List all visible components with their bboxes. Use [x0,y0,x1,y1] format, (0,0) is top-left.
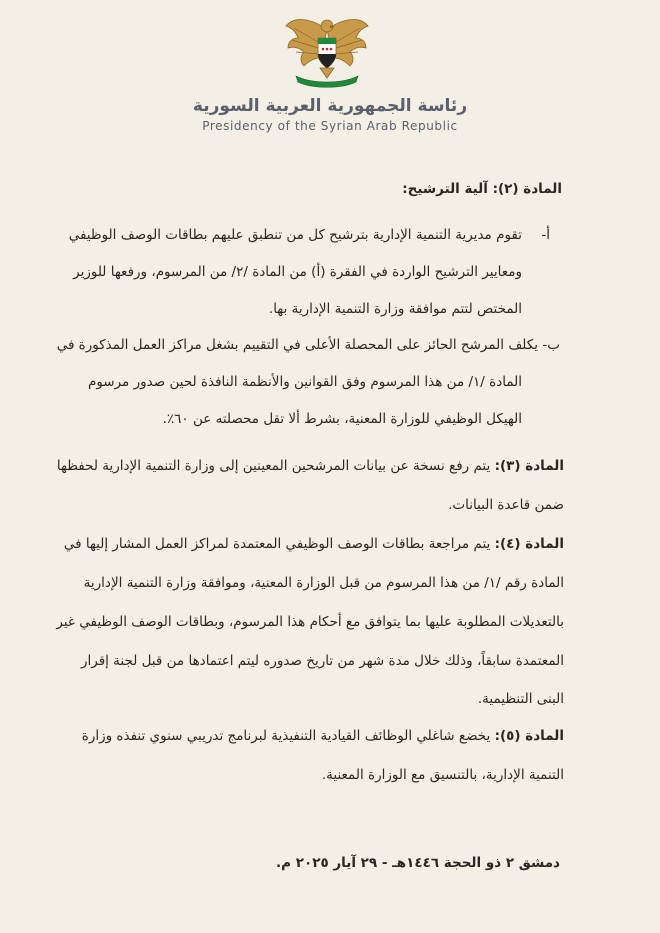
article-5-line-1 [82,727,564,745]
item-a-line-1: تقوم مديرية التنمية الإدارية بترشيح كل من تنطبق عليهم بطاقات الوصف الوظيفي [68,227,522,243]
header-title-en: Presidency of the Syrian Arab Republic [202,119,458,133]
article-5-text-1: يخضع شاغلي الوظائف القيادية التنفيذية لبرنامج تدريبي سنوي تنفذه وزارة [81,728,491,744]
article-5-label: المادة (٥): [494,728,564,744]
article-4-line-1 [64,535,564,553]
article-4-label: المادة (٤): [494,536,564,552]
article-3-line-1 [57,457,564,475]
item-a-line-3: المختص لتتم موافقة وزارة التنمية الإدارية بها. [268,301,522,317]
item-a-marker: أ- [541,227,550,243]
article-3-line-2: ضمن قاعدة البيانات. [448,497,564,513]
item-b-line-2: المادة /١/ من هذا المرسوم وفق القوانين والأنظمة النافذة لحين صدور مرسوم [87,374,522,390]
article-3-label: المادة (٣): [494,458,564,474]
footer-date: دمشق ٢ ذو الحجة ١٤٤٦هـ - ٢٩ آيار ٢٠٢٥ م. [276,855,560,871]
article-3-text-1: يتم رفع نسخة عن بيانات المرشحين المعينين إلى وزارة التنمية الإدارية لحفظها [56,458,491,474]
item-b-line-3: الهيكل الوظيفي للوزارة المعنية، بشرط ألا تقل محصلته عن ٦٠٪. [162,411,522,427]
item-b-line-1: يكلف المرشح الحائز على المحصلة الأعلى في التقييم بشغل مراكز العمل المذكورة في [56,337,538,353]
header-title-ar: رئاسة الجمهورية العربية السورية [192,96,468,116]
item-b-marker: ب- [542,337,560,353]
article-5-line-2: التنمية الإدارية، بالتنسيق مع الوزارة المعنية. [321,767,564,783]
article-4-line-3: بالتعديلات المطلوبة عليها بما يتوافق مع أحكام هذا المرسوم، وبطاقات الوصف الوظيفي غير [56,614,564,630]
article-4-line-2: المادة رقم /١/ من هذا المرسوم من قبل الوزارة المعنية، وموافقة وزارة التنمية الإدارية [83,575,564,591]
article-2-heading: المادة (٢): آلية الترشيح: [402,181,562,197]
item-a-line-2: ومعايير الترشيح الواردة في الفقرة (أ) من المادة /٢/ من المرسوم، ورفعها للوزير [73,264,522,280]
article-4-text-1: يتم مراجعة بطاقات الوصف الوظيفي المعتمدة لمراكز العمل المشار إليها في [63,536,491,552]
article-4-line-4: المعتمدة سابقاً، وذلك خلال مدة شهر من تاريخ صدوره ليتم اعتمادها من قبل لجنة إقرار [80,653,564,669]
eagle-emblem-icon [282,12,372,92]
article-4-line-5: البنى التنظيمية. [477,691,564,707]
